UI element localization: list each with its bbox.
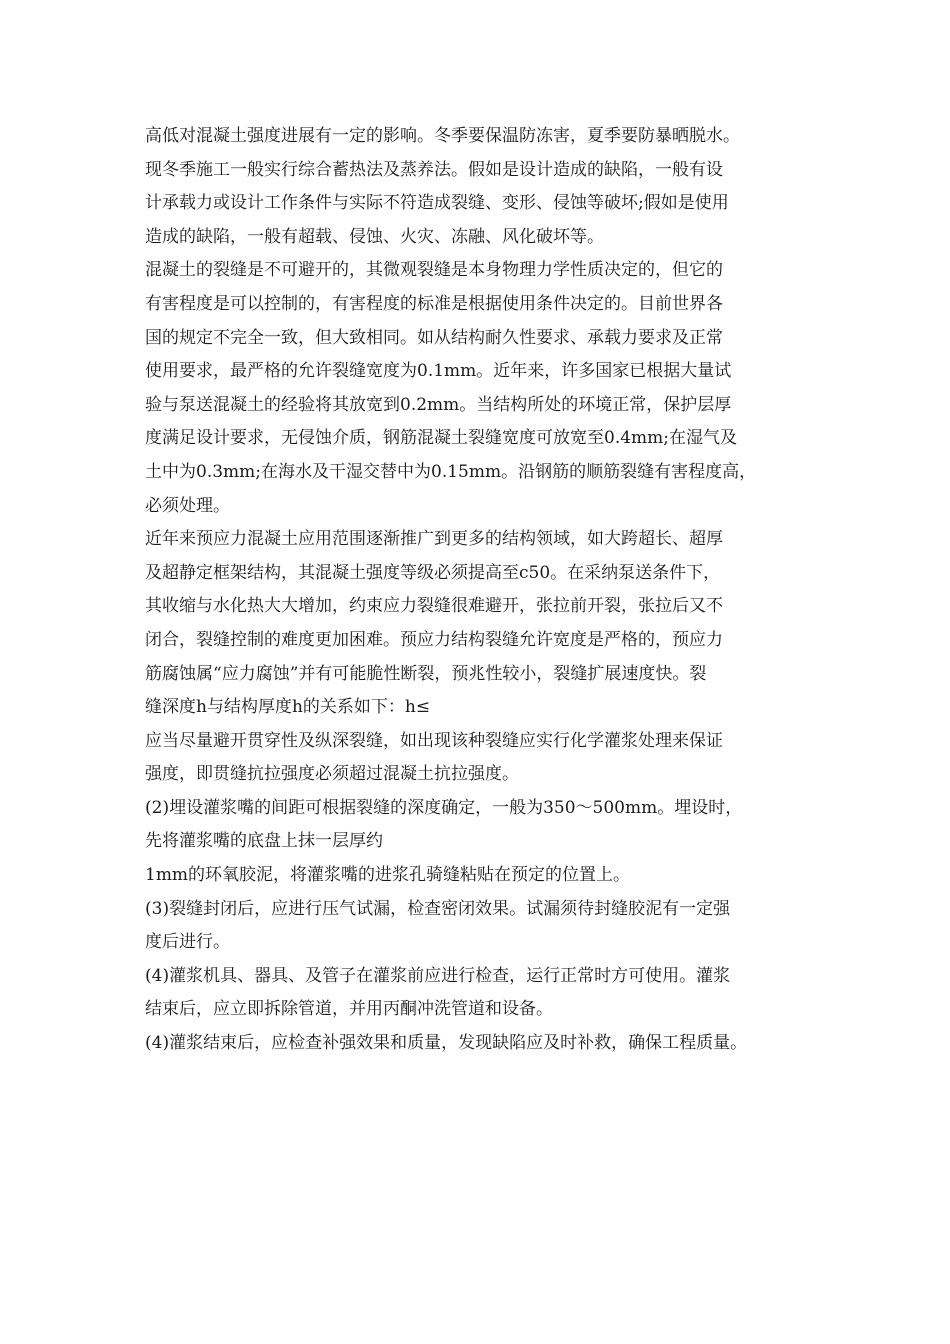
- text-line: 使用要求，最严格的允许裂缝宽度为0.1mm。近年来，许多国家已根据大量试: [145, 361, 732, 382]
- text-line: (4)灌浆结束后，应检查补强效果和质量，发现缺陷应及时补救，确保工程质量。: [145, 1033, 748, 1054]
- text-line: 缝深度h与结构厚度h的关系如下：h≤: [145, 697, 431, 718]
- text-line: 现冬季施工一般实行综合蓄热法及蒸养法。假如是设计造成的缺陷，一般有设: [145, 159, 723, 180]
- text-line: (2)埋设灌浆嘴的间距可根据裂缝的深度确定，一般为350～500mm。埋设时，: [145, 797, 743, 818]
- text-line: 计承载力或设计工作条件与实际不符造成裂缝、变形、侵蚀等破坏;假如是使用: [145, 193, 729, 214]
- text-line: 其收缩与水化热大大增加，约束应力裂缝很难避开，张拉前开裂，张拉后又不: [145, 596, 723, 617]
- text-line: 筋腐蚀属“应力腐蚀”并有可能脆性断裂，预兆性较小，裂缝扩展速度快。裂: [145, 663, 707, 684]
- text-line: (4)灌浆机具、器具、及管子在灌浆前应进行检查，运行正常时方可使用。灌浆: [145, 965, 731, 986]
- text-line: 强度，即贯缝抗拉强度必须超过混凝土抗拉强度。: [145, 764, 519, 785]
- text-line: 先将灌浆嘴的底盘上抹一层厚约: [145, 831, 383, 852]
- text-line: 应当尽量避开贯穿性及纵深裂缝，如出现该种裂缝应实行化学灌浆处理来保证: [145, 730, 723, 751]
- text-line: 混凝土的裂缝是不可避开的，其微观裂缝是本身物理力学性质决定的，但它的: [145, 260, 723, 281]
- document-body: [145, 120, 835, 1061]
- text-line: 造成的缺陷，一般有超载、侵蚀、火灾、冻融、风化破坏等。: [145, 226, 604, 247]
- text-line: 必须处理。: [145, 495, 230, 516]
- text-line: 验与泵送混凝土的经验将其放宽到0.2mm。当结构所处的环境正常，保护层厚: [145, 394, 732, 415]
- text-line: 近年来预应力混凝土应用范围逐渐推广到更多的结构领域，如大跨超长、超厚: [145, 529, 723, 550]
- text-line: 1mm的环氧胶泥，将灌浆嘴的进浆孔骑缝粘贴在预定的位置上。: [145, 865, 631, 886]
- text-line: 高低对混凝土强度进展有一定的影响。冬季要保温防冻害，夏季要防暴晒脱水。: [145, 126, 740, 146]
- text-line: 度满足设计要求，无侵蚀介质，钢筋混凝土裂缝宽度可放宽至0.4mm;在湿气及: [145, 428, 738, 449]
- text-line: 及超静定框架结构，其混凝土强度等级必须提高至c50。在采纳泵送条件下，: [145, 562, 721, 583]
- text-line: 结束后，应立即拆除管道，并用丙酮冲洗管道和设备。: [145, 999, 553, 1020]
- text-line: 有害程度是可以控制的，有害程度的标准是根据使用条件决定的。目前世界各: [145, 293, 723, 314]
- text-line: 闭合，裂缝控制的难度更加困难。预应力结构裂缝允许宽度是严格的，预应力: [145, 629, 723, 650]
- text-line: 国的规定不完全一致，但大致相同。如从结构耐久性要求、承载力要求及正常: [145, 327, 723, 348]
- text-line: 土中为0.3mm;在海水及干湿交替中为0.15mm。沿钢筋的顺筋裂缝有害程度高，: [145, 461, 757, 482]
- text-line: (3)裂缝封闭后，应进行压气试漏，检查密闭效果。试漏须待封缝胶泥有一定强: [145, 898, 731, 919]
- text-line: 度后进行。: [145, 932, 230, 953]
